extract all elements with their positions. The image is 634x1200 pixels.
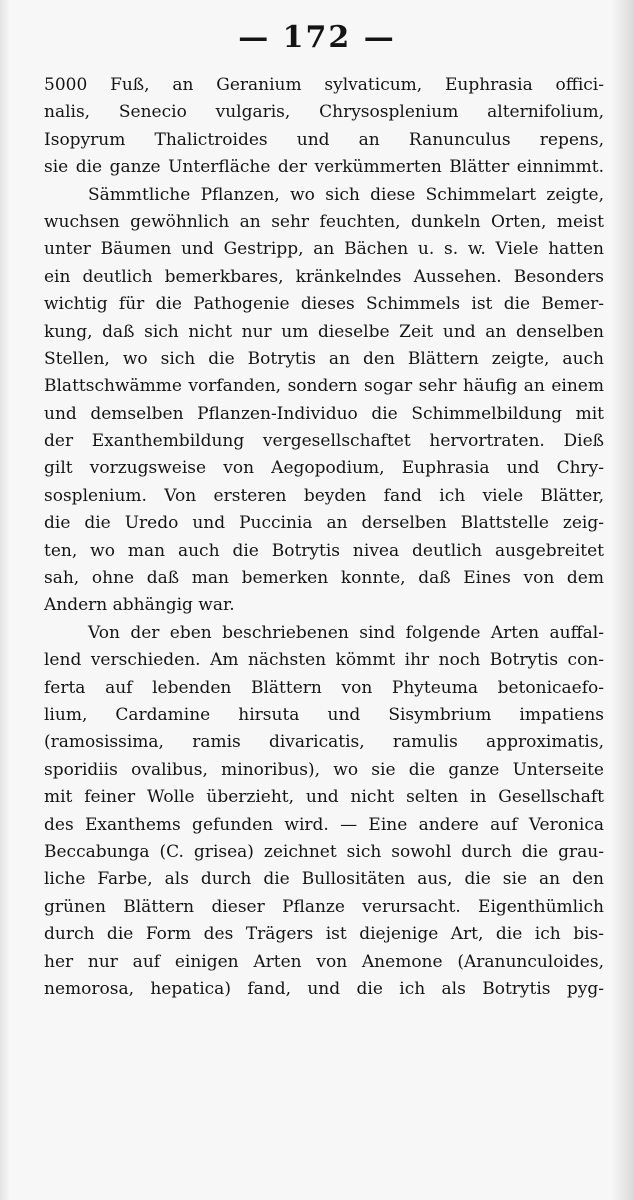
text-line: (ramosissima, ramis divaricatis, ramulis approximatis, xyxy=(44,732,604,753)
text-line: sah, ohne daß man bemerken konnte, daß Eines von dem xyxy=(44,568,604,589)
text-line: sporidiis ovalibus, minoribus), wo sie die ganze Unterseite xyxy=(44,759,604,780)
text-line: und demselben Pflanzen-Individuo die Schimmelbildung mit xyxy=(44,403,604,424)
text-line: lend verschieden. Am nächsten kömmt ihr noch Botrytis con- xyxy=(44,650,604,671)
text-line: Blattschwämme vorfanden, sondern sogar sehr häufig an einem xyxy=(44,376,604,397)
text-line: liche Farbe, als durch die Bullositäten aus, die sie an den xyxy=(44,869,604,890)
text-line: Stellen, wo sich die Botrytis an den Blättern zeigte, auch xyxy=(44,348,604,369)
text-line: die die Uredo und Puccinia an derselben Blattstelle zeig- xyxy=(44,513,604,534)
text-line: sie die ganze Unterfläche der verkümmerten Blätter einnimmt. xyxy=(44,157,604,178)
text-line: kung, daß sich nicht nur um dieselbe Zeit und an denselben xyxy=(44,321,604,342)
body-text xyxy=(44,72,604,1003)
text-line: 5000 Fuß, an Geranium sylvaticum, Euphrasia offici- xyxy=(44,75,604,95)
text-line: unter Bäumen und Gestripp, an Bächen u. s. w. Viele hatten xyxy=(44,239,604,260)
text-line: der Exanthembildung vergesellschaftet hervortraten. Dieß xyxy=(44,431,604,452)
text-line: her nur auf einigen Arten von Anemone (Aranunculoides, xyxy=(44,951,604,972)
text-line: wichtig für die Pathogenie dieses Schimmels ist die Bemer- xyxy=(44,294,604,315)
page-number: — 172 — xyxy=(238,20,396,55)
page-edge-shadow xyxy=(612,0,634,1200)
text-line: Sämmtliche Pflanzen, wo sich diese Schimmelart zeigte, xyxy=(88,184,604,205)
text-line: ferta auf lebenden Blättern von Phyteuma betonicaefo- xyxy=(44,677,604,698)
text-line: lium, Cardamine hirsuta und Sisymbrium impatiens xyxy=(44,704,604,725)
text-line: gilt vorzugsweise von Aegopodium, Euphrasia und Chry- xyxy=(44,458,604,479)
text-line: wuchsen gewöhnlich an sehr feuchten, dunkeln Orten, meist xyxy=(44,211,604,232)
text-line: Isopyrum Thalictroides und an Ranunculus repens, xyxy=(44,129,604,150)
text-line: mit feiner Wolle überzieht, und nicht selten in Gesellschaft xyxy=(44,787,604,808)
text-line: des Exanthems gefunden wird. — Eine andere auf Veronica xyxy=(44,814,604,835)
text-line: Beccabunga (C. grisea) zeichnet sich sowohl durch die grau- xyxy=(44,841,604,862)
text-line: Von der eben beschriebenen sind folgende Arten auffal- xyxy=(88,622,604,643)
text-line: durch die Form des Trägers ist diejenige Art, die ich bis- xyxy=(44,924,604,945)
text-line: sosplenium. Von ersteren beyden fand ich viele Blätter, xyxy=(44,485,604,506)
text-line: ten, wo man auch die Botrytis nivea deutlich ausgebreitet xyxy=(44,540,604,561)
page-gutter-shadow xyxy=(0,0,10,1200)
text-line: Andern abhängig war. xyxy=(44,595,235,616)
text-line: grünen Blättern dieser Pflanze verursacht. Eigenthümlich xyxy=(44,896,604,917)
text-line: nalis, Senecio vulgaris, Chrysosplenium alternifolium, xyxy=(44,102,604,123)
text-line: ein deutlich bemerkbares, kränkelndes Aussehen. Besonders xyxy=(44,266,604,287)
text-line: nemorosa, hepatica) fand, und die ich als Botrytis pyg- xyxy=(44,978,604,999)
